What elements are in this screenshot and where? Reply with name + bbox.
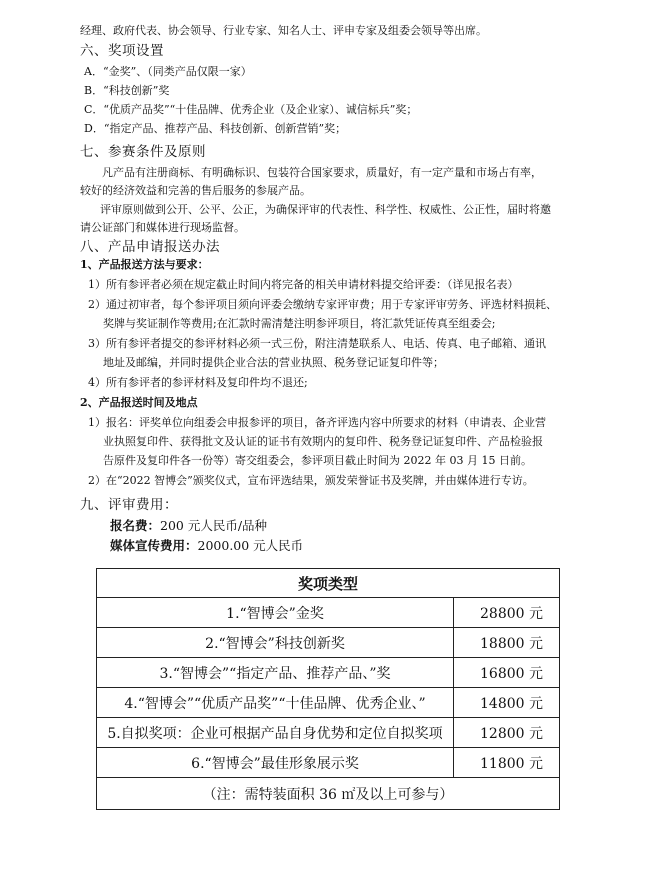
section-7-para2-line2: 请公证部门和媒体进行现场监督。 [80, 221, 245, 234]
section-6-title: 六、奖项设置 [80, 43, 164, 59]
section-7-para1-line2: 较好的经济效益和完善的售后服务的参展产品。 [80, 184, 311, 197]
section-7-title: 七、参赛条件及原则 [80, 144, 206, 160]
award-item-d: D．“指定产品、推荐产品、科技创新、创新营销”奖； [84, 122, 347, 135]
table-note-row [97, 778, 560, 810]
section-8-sub1: 1、产品报送方法与要求： [80, 258, 209, 271]
award-name: 1.“智博会”金奖 [97, 598, 454, 628]
registration-fee-label: 报名费： [110, 518, 161, 533]
section-8-sub2: 2、产品报送时间及地点 [80, 396, 198, 409]
award-price: 12800 元 [454, 718, 560, 748]
award-name: 2.“智博会”科技创新奖 [97, 628, 454, 658]
award-item-c: C．“优质产品奖”“十佳品牌、优秀企业（及企业家）、诚信标兵”奖； [84, 103, 418, 116]
table-row [97, 718, 560, 748]
sub1-item-4: 4）所有参评者的参评材料及复印件均不退还; [88, 376, 308, 389]
award-price: 28800 元 [454, 598, 560, 628]
section-7-para2-line1: 评审原则做到公开、公平、公正，为确保评审的代表性、科学性、权威性、公正性，届时将邀 [100, 203, 551, 216]
sub2-item-1: 1）报名：评奖单位向组委会申报参评的项目，备齐评选内容中所要求的材料（申请表、企业营 [88, 416, 546, 429]
award-item-b: B．“科技创新”奖 [84, 84, 170, 97]
sub2-item-2: 2）在“2022 智博会”颁奖仪式，宣布评选结果，颁发荣誉证书及奖牌，并由媒体进行专访。 [88, 474, 534, 487]
table-note: （注：需特装面积 36 ㎡及以上可参与） [97, 778, 560, 810]
award-price: 18800 元 [454, 628, 560, 658]
sub1-item-3-cont: 地址及邮编，并同时提供企业合法的营业执照、税务登记证复印件等； [103, 356, 444, 369]
media-fee [110, 539, 303, 553]
intro-line: 经理、政府代表、协会领导、行业专家、知名人士、评申专家及组委会领导等出席。 [80, 24, 487, 37]
sub2-item-1-cont-1: 业执照复印件、获得批文及认证的证书有效期内的复印件、税务登记证复印件、产品检验报 [103, 435, 543, 448]
section-9-title: 九、评审费用： [80, 497, 178, 513]
award-price: 11800 元 [454, 748, 560, 778]
award-price: 14800 元 [454, 688, 560, 718]
award-price: 16800 元 [454, 658, 560, 688]
award-name: 4.“智博会”“优质产品奖”“十佳品牌、优秀企业、” [97, 688, 454, 718]
sub1-item-1: 1）所有参评者必须在规定截止时间内将完备的相关申请材料提交给评委：（详见报名表） [88, 278, 519, 291]
sub1-item-2: 2）通过初审者，每个参评项目须向评委会缴纳专家评审费；用于专家评审劳务、评选材料损耗、 [88, 298, 557, 311]
award-name: 3.“智博会”“指定产品、推荐产品、”奖 [97, 658, 454, 688]
table-row [97, 688, 560, 718]
awards-table [96, 568, 560, 810]
media-fee-label: 媒体宣传费用： [110, 538, 198, 553]
award-name: 5.自拟奖项：企业可根据产品自身优势和定位自拟奖项 [97, 718, 454, 748]
award-name: 6.“智博会”最佳形象展示奖 [97, 748, 454, 778]
award-item-a: A．“金奖”、（同类产品仅限一家） [84, 65, 252, 78]
sub1-item-2-cont: 奖牌与奖证制作等费用;在汇款时需清楚注明参评项目，将汇款凭证传真至组委会; [103, 317, 496, 330]
registration-fee-value: 200 元人民币/品种 [160, 518, 268, 533]
registration-fee [110, 519, 267, 533]
section-7-para1-line1: 凡产品有注册商标、有明确标识、包装符合国家要求，质量好，有一定产量和市场占有率， [102, 166, 542, 179]
table-row [97, 598, 560, 628]
table-row [97, 628, 560, 658]
table-row [97, 748, 560, 778]
sub2-item-1-cont-2: 告原件及复印件各一份等）寄交组委会，参评项目截止时间为 2022 年 03 月 15 日前。 [103, 454, 532, 467]
table-row [97, 658, 560, 688]
section-8-title: 八、产品申请报送办法 [80, 239, 220, 255]
table-header-row [97, 569, 560, 598]
table-header: 奖项类型 [97, 569, 560, 598]
media-fee-value: 2000.00 元人民币 [197, 538, 304, 553]
sub1-item-3: 3）所有参评者提交的参评材料必须一式三份，附注清楚联系人、电话、传真、电子邮箱、通讯 [88, 337, 546, 350]
